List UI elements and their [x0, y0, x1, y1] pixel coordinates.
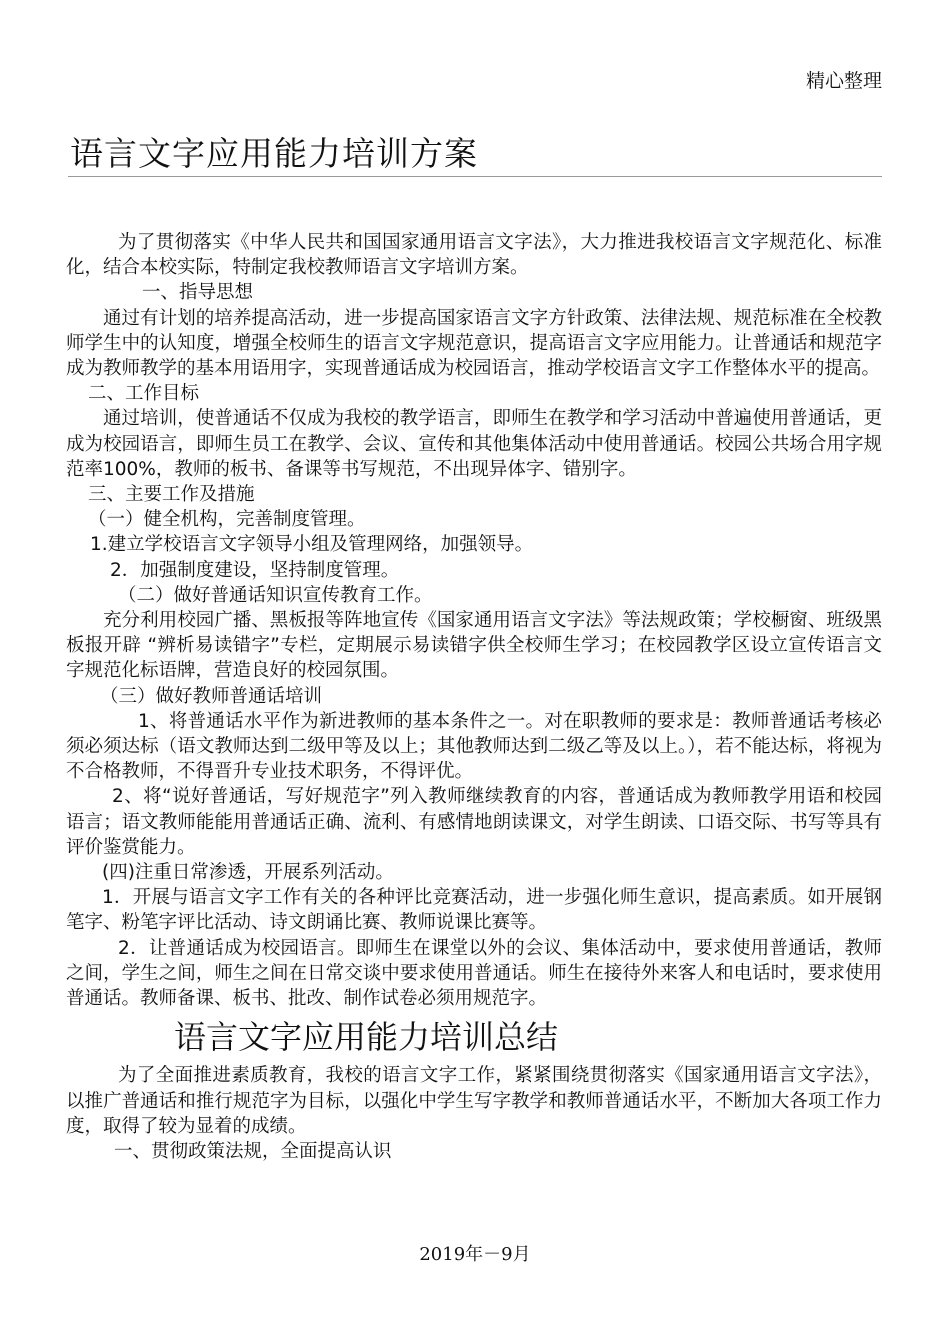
paragraph-work-goals: 通过培训，使普通话不仅成为我校的教学语言，即师生在教学和学习活动中普遍使用普通话，更成为校园语言，即师生员工在教学、会议、宣传和其他集体活动中使用普通话。校园公共场合用字规范率100%，教师的板书、备课等书写规范，不出现异体字、错别字。 — [66, 408, 882, 480]
section-heading-work-goals: 二、工作目标 — [88, 383, 200, 405]
subheading-3: （三）做好教师普通话培训 — [100, 685, 323, 707]
subheading-4: (四)注重日常渗透，开展系列活动。 — [102, 862, 394, 884]
item-4-2: 2．让普通话成为校园语言。即师生在课堂以外的会议、集体活动中，要求使用普通话，教师之间，学生之间，师生之间在日常交谈中要求使用普通话。师生在接待外来客人和电话时，要求使用普通话。教师备课、板书、批改、制作试卷必须用规范字。 — [66, 937, 882, 1010]
title-divider — [68, 176, 882, 177]
subheading-2: （二）做好普通话知识宣传教育工作。 — [118, 584, 433, 606]
item-4-1: 1．开展与语言文字工作有关的各种评比竞赛活动，进一步强化师生意识，提高素质。如开展钢笔字、粉笔字评比活动、诗文朗诵比赛、教师说课比赛等。 — [66, 887, 882, 934]
section-heading-guiding-ideology: 一、指导思想 — [142, 282, 254, 304]
intro-paragraph: 为了贯彻落实《中华人民共和国国家通用语言文字法》，大力推进我校语言文字规范化、标准化，结合本校实际，特制定我校教师语言文字培训方案。 — [66, 232, 882, 279]
header-note: 精心整理 — [805, 70, 882, 92]
paragraph-guiding-ideology: 通过有计划的培养提高活动，进一步提高国家语言文字方针政策、法律法规、规范标准在全校教师学生中的认知度，增强全校师生的语言文字规范意识，提高语言文字应用能力。让普通话和规范字成为教师教学的基本用语用字，实现普通话成为校园语言，推动学校语言文字工作整体水平的提高。 — [66, 307, 882, 380]
subheading-1: （一）健全机构，完善制度管理。 — [88, 509, 366, 531]
section-heading-measures: 三、主要工作及措施 — [88, 484, 255, 506]
summary-title: 语言文字应用能力培训总结 — [174, 1018, 559, 1057]
summary-intro-paragraph: 为了全面推进素质教育，我校的语言文字工作，紧紧围绕贯彻落实《国家通用语言文字法》，以推广普通话和推行规范字为目标，以强化中学生写字教学和教师普通话水平，不断加大各项工作力度，取得了较为显着的成绩。 — [66, 1065, 882, 1137]
footer-date: 2019年－9月 — [419, 1244, 531, 1265]
paragraph-promotion: 充分利用校园广播、黑板报等阵地宣传《国家通用语言文字法》等法规政策；学校橱窗、班级黑板报开辟 “辨析易读错字”专栏，定期展示易读错字供全校师生学习；在校园教学区设立宣传语言文字规范化标语牌，营造良好的校园氛围。 — [66, 610, 882, 682]
document-body — [66, 230, 882, 1164]
item-1-1: 1.建立学校语言文字领导小组及管理网络，加强领导。 — [90, 534, 534, 556]
item-1-2: 2．加强制度建设，坚持制度管理。 — [110, 559, 400, 581]
item-3-2: 2、将“说好普通话，写好规范字”列入教师继续教育的内容，普通话成为教师教学用语和校园语言；语文教师能能用普通话正确、流利、有感情地朗读课文，对学生朗读、口语交际、书写等具有评价鉴赏能力。 — [66, 786, 882, 858]
summary-section-heading: 一、贯彻政策法规，全面提高认识 — [114, 1140, 392, 1162]
item-3-1: 1、将普通话水平作为新进教师的基本条件之一。对在职教师的要求是：教师普通话考核必须必须达标（语文教师达到二级甲等及以上；其他教师达到二级乙等及以上。），若不能达标，将视为不合格教师，不得晋升专业技术职务，不得评优。 — [66, 710, 882, 783]
page-title: 语言文字应用能力培训方案 — [70, 134, 478, 173]
